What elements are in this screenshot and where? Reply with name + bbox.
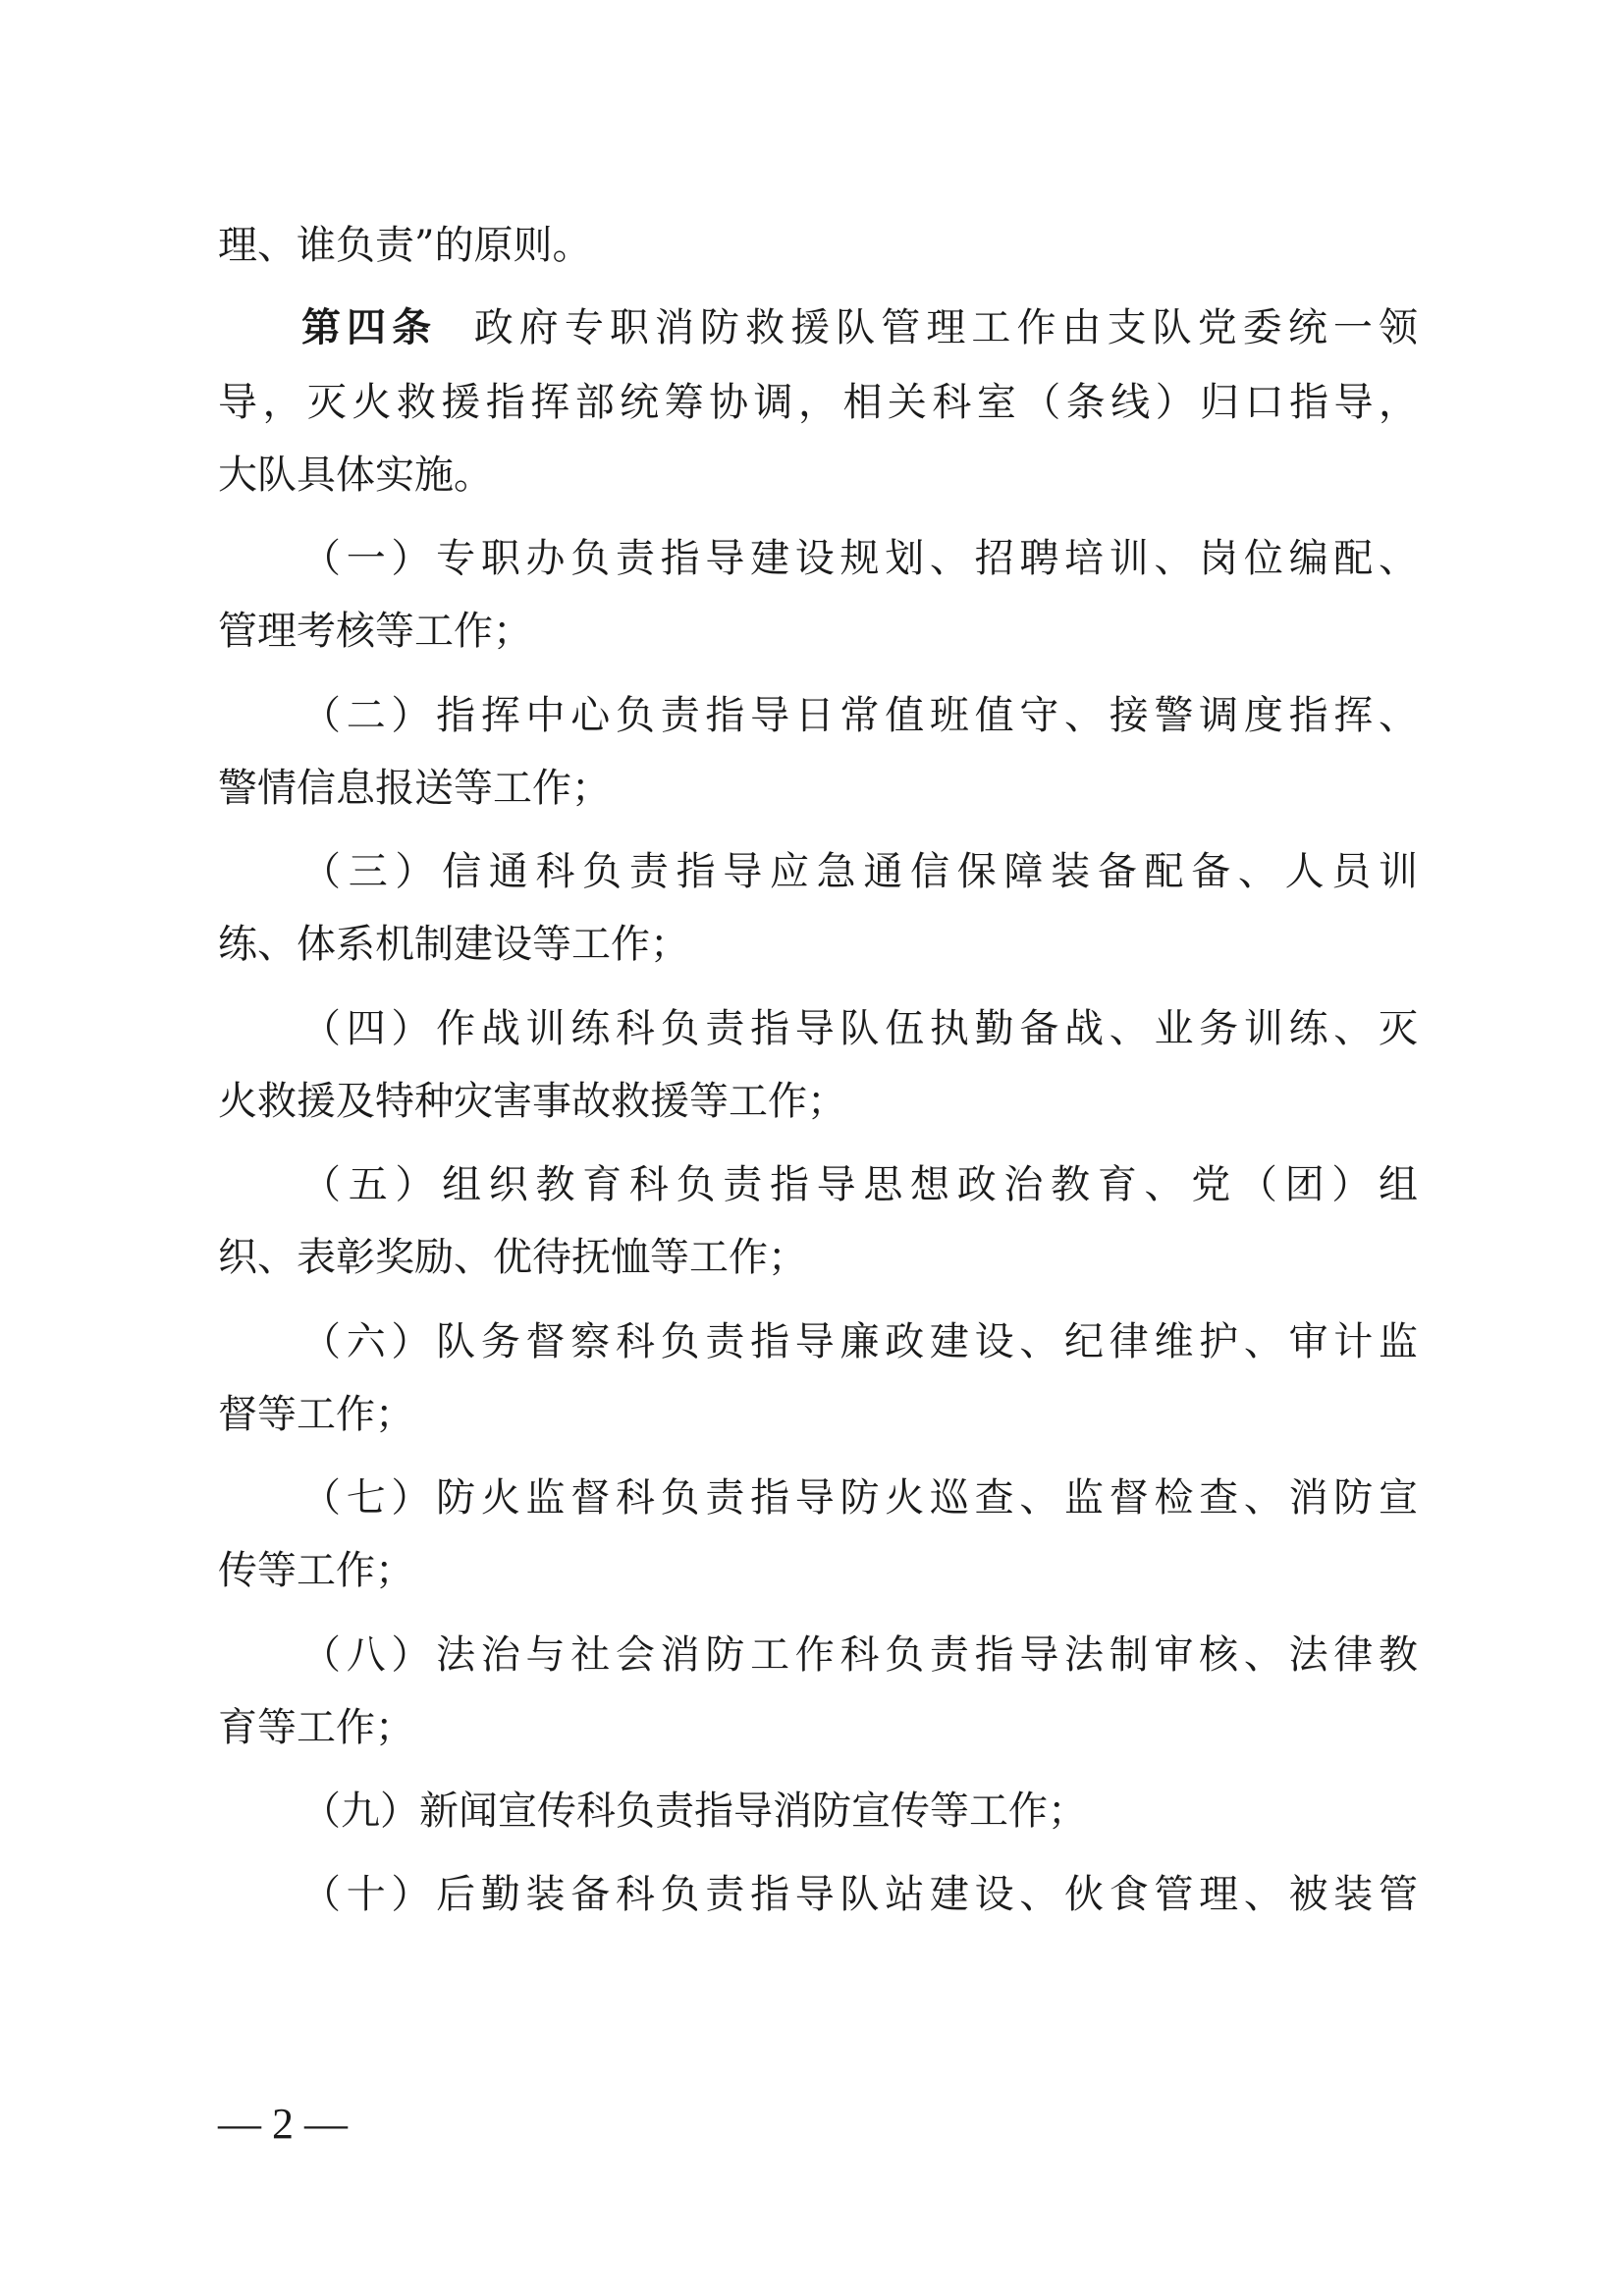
article-4-first-line bbox=[301, 302, 1418, 353]
list-item-5-cont: 织、表彰奖励、优待抚恤等工作； bbox=[218, 1235, 807, 1280]
paragraph-line: 导，灭火救援指挥部统筹协调，相关科室（条线）归口指导， bbox=[218, 380, 1418, 425]
list-item-3: （三）信通科负责指导应急通信保障装备配备、人员训 bbox=[301, 849, 1418, 894]
list-item-6: （六）队务督察科负责指导廉政建设、纪律维护、审计监 bbox=[301, 1319, 1418, 1364]
list-item-6-cont: 督等工作； bbox=[218, 1392, 414, 1437]
list-item-2: （二）指挥中心负责指导日常值班值守、接警调度指挥、 bbox=[301, 693, 1418, 738]
list-item-4: （四）作战训练科负责指导队伍执勤备战、业务训练、灭 bbox=[301, 1006, 1418, 1051]
list-item-3-cont: 练、体系机制建设等工作； bbox=[218, 922, 689, 967]
article-heading: 第四条 bbox=[301, 304, 438, 350]
list-item-5: （五）组织教育科负责指导思想政治教育、党（团）组 bbox=[301, 1162, 1418, 1207]
list-item-2-cont: 警情信息报送等工作； bbox=[218, 766, 611, 811]
article-text: 政府专职消防救援队管理工作由支队党委统一领 bbox=[473, 305, 1418, 350]
list-item-9: （九）新闻宣传科负责指导消防宣传等工作； bbox=[301, 1789, 1087, 1834]
list-item-1: （一）专职办负责指导建设规划、招聘培训、岗位编配、 bbox=[301, 536, 1418, 581]
list-item-7: （七）防火监督科负责指导防火巡查、监督检查、消防宣 bbox=[301, 1475, 1418, 1521]
paragraph-line: 大队具体实施。 bbox=[218, 453, 493, 498]
list-item-7-cont: 传等工作； bbox=[218, 1548, 414, 1593]
list-item-1-cont: 管理考核等工作； bbox=[218, 609, 532, 654]
list-item-8: （八）法治与社会消防工作科负责指导法制审核、法律教 bbox=[301, 1632, 1418, 1678]
list-item-4-cont: 火救援及特种灾害事故救援等工作； bbox=[218, 1079, 846, 1124]
paragraph-line: 理、谁负责”的原则。 bbox=[218, 223, 592, 268]
list-item-8-cont: 育等工作； bbox=[218, 1705, 414, 1750]
page-number: — 2 — bbox=[218, 2100, 348, 2148]
list-item-10: （十）后勤装备科负责指导队站建设、伙食管理、被装管 bbox=[301, 1872, 1418, 1917]
